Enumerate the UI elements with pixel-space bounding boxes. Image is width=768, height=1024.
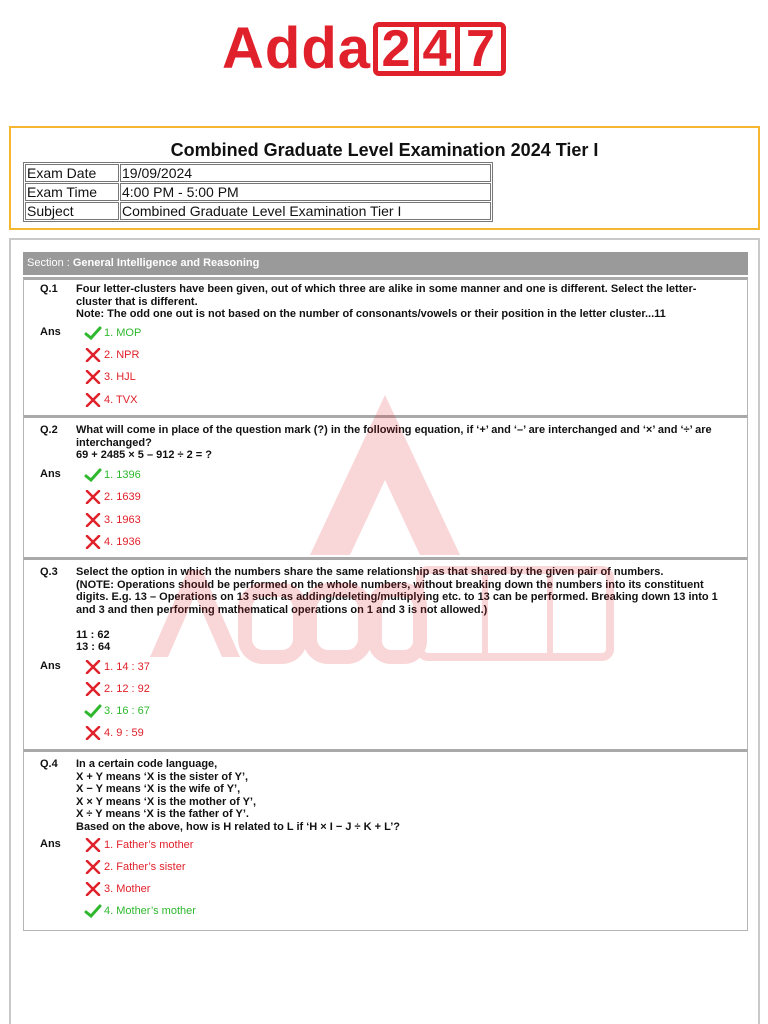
cross-icon [84,860,102,874]
option-text: 1. 14 : 37 [104,661,150,673]
question-text [76,424,739,462]
question-line: Four letter-clusters have been given, out of which three are alike in some manner and one is different. Select the letter- [76,283,697,295]
question-line: (NOTE: Operations should be performed on the whole numbers, without breaking down the numbers into its constituent [76,578,704,591]
info-value: Combined Graduate Level Examination Tier I [120,202,491,220]
question-paper [9,238,760,1024]
cross-icon [84,726,102,740]
section-name: General Intelligence and Reasoning [72,257,260,269]
check-icon [84,704,102,718]
question-number: Q.4 [40,758,58,770]
answer-option [84,726,144,740]
check-icon [84,326,102,340]
option-text: 1. MOP [104,327,142,339]
ans-label: Ans [40,468,61,480]
info-row [25,183,491,201]
section-label: Section : [27,257,70,269]
answer-option [84,682,150,696]
question-block [23,415,748,559]
question-line: X ÷ Y means ‘X is the father of Y’. [76,808,249,820]
option-text: 1. 1396 [104,469,141,481]
option-text: 1. Father’s mother [104,839,194,851]
check-icon [84,904,102,918]
answer-option [84,860,186,874]
question-line: Based on the above, how is H related to L if ‘H × I − J ÷ K + L’? [76,820,400,833]
option-text: 4. 9 : 59 [104,727,144,739]
question-number: Q.3 [40,566,58,578]
answer-option [84,535,141,549]
answer-option [84,704,150,718]
question-block [23,557,748,751]
option-text: 3. Mother [104,883,151,895]
question-number: Q.1 [40,283,58,295]
adda247-logo [222,18,506,80]
option-text: 3. HJL [104,371,136,383]
question-text [76,566,739,654]
question-line: X + Y means ‘X is the sister of Y’, [76,770,249,783]
ans-label: Ans [40,326,61,338]
exam-title: Combined Graduate Level Examination 2024 Tier I [170,140,599,160]
question-text [76,758,739,833]
answer-option [84,370,136,384]
ans-label: Ans [40,838,61,850]
logo-text: Adda [222,16,371,81]
info-value: 19/09/2024 [120,164,491,182]
exam-info-table [23,162,493,222]
cross-icon [84,348,102,362]
option-text: 2. NPR [104,349,140,361]
cross-icon [84,393,102,407]
logo-digit: 2 [378,27,419,71]
logo-digits-box [373,22,506,76]
answer-option [84,904,196,918]
info-key: Exam Date [25,164,119,182]
answer-option [84,513,141,527]
cross-icon [84,882,102,896]
option-text: 4. 1936 [104,536,141,548]
info-value: 4:00 PM - 5:00 PM [120,183,491,201]
option-text: 2. 12 : 92 [104,683,150,695]
answer-option [84,348,139,362]
question-line: cluster that is different. [76,295,198,308]
option-text: 3. 1963 [104,514,141,526]
answer-option [84,838,193,852]
question-line: 13 : 64 [76,641,111,653]
cross-icon [84,513,102,527]
check-icon [84,468,102,482]
option-text: 3. 16 : 67 [104,705,150,717]
answer-option [84,882,150,896]
answer-option [84,490,141,504]
cross-icon [84,660,102,674]
question-line: digits. E.g. 13 – Operations on 13 such as adding/deleting/multiplying etc. to 13 can be performed. Breaking down 13 into 1 [76,591,718,603]
exam-header [9,126,760,230]
question-line: interchanged? [76,436,152,449]
question-line: Note: The odd one out is not based on the number of consonants/vowels or their position in the letter cluster...11 [76,308,666,320]
option-text: 4. Mother’s mother [104,905,196,917]
question-line: 69 + 2485 × 5 – 912 ÷ 2 = ? [76,449,213,461]
section-bar [23,252,748,275]
question-number: Q.2 [40,424,58,436]
question-line: Select the option in which the numbers share the same relationship as that shared by the given pair of numbers. [76,566,664,578]
ans-label: Ans [40,660,61,672]
info-key: Subject [25,202,119,220]
info-row [25,164,491,182]
question-line: In a certain code language, [76,758,218,770]
info-key: Exam Time [25,183,119,201]
question-line: 11 : 62 [76,628,110,641]
cross-icon [84,682,102,696]
question-text [76,283,739,321]
cross-icon [84,370,102,384]
option-text: 2. 1639 [104,491,141,503]
question-block [23,749,748,931]
logo-digit: 7 [466,20,495,78]
cross-icon [84,490,102,504]
answer-option [84,393,137,407]
option-text: 4. TVX [104,394,138,406]
option-text: 2. Father’s sister [104,861,186,873]
question-line: X × Y means ‘X is the mother of Y’, [76,795,257,808]
cross-icon [84,535,102,549]
answer-option [84,468,141,482]
question-block [23,277,748,417]
answer-option [84,326,141,340]
question-line: X − Y means ‘X is the wife of Y’, [76,783,241,795]
cross-icon [84,838,102,852]
question-line: What will come in place of the question mark (?) in the following equation, if ‘+’ and ‘–’ are interchanged and ‘×’ and ‘÷’ are [76,424,712,436]
logo-digit: 4 [419,27,460,71]
question-line-blank [76,616,739,629]
question-line: and 3 and then performing mathematical operations on 1 and 3 is not allowed.) [76,603,488,616]
info-row [25,202,491,220]
answer-option [84,660,150,674]
